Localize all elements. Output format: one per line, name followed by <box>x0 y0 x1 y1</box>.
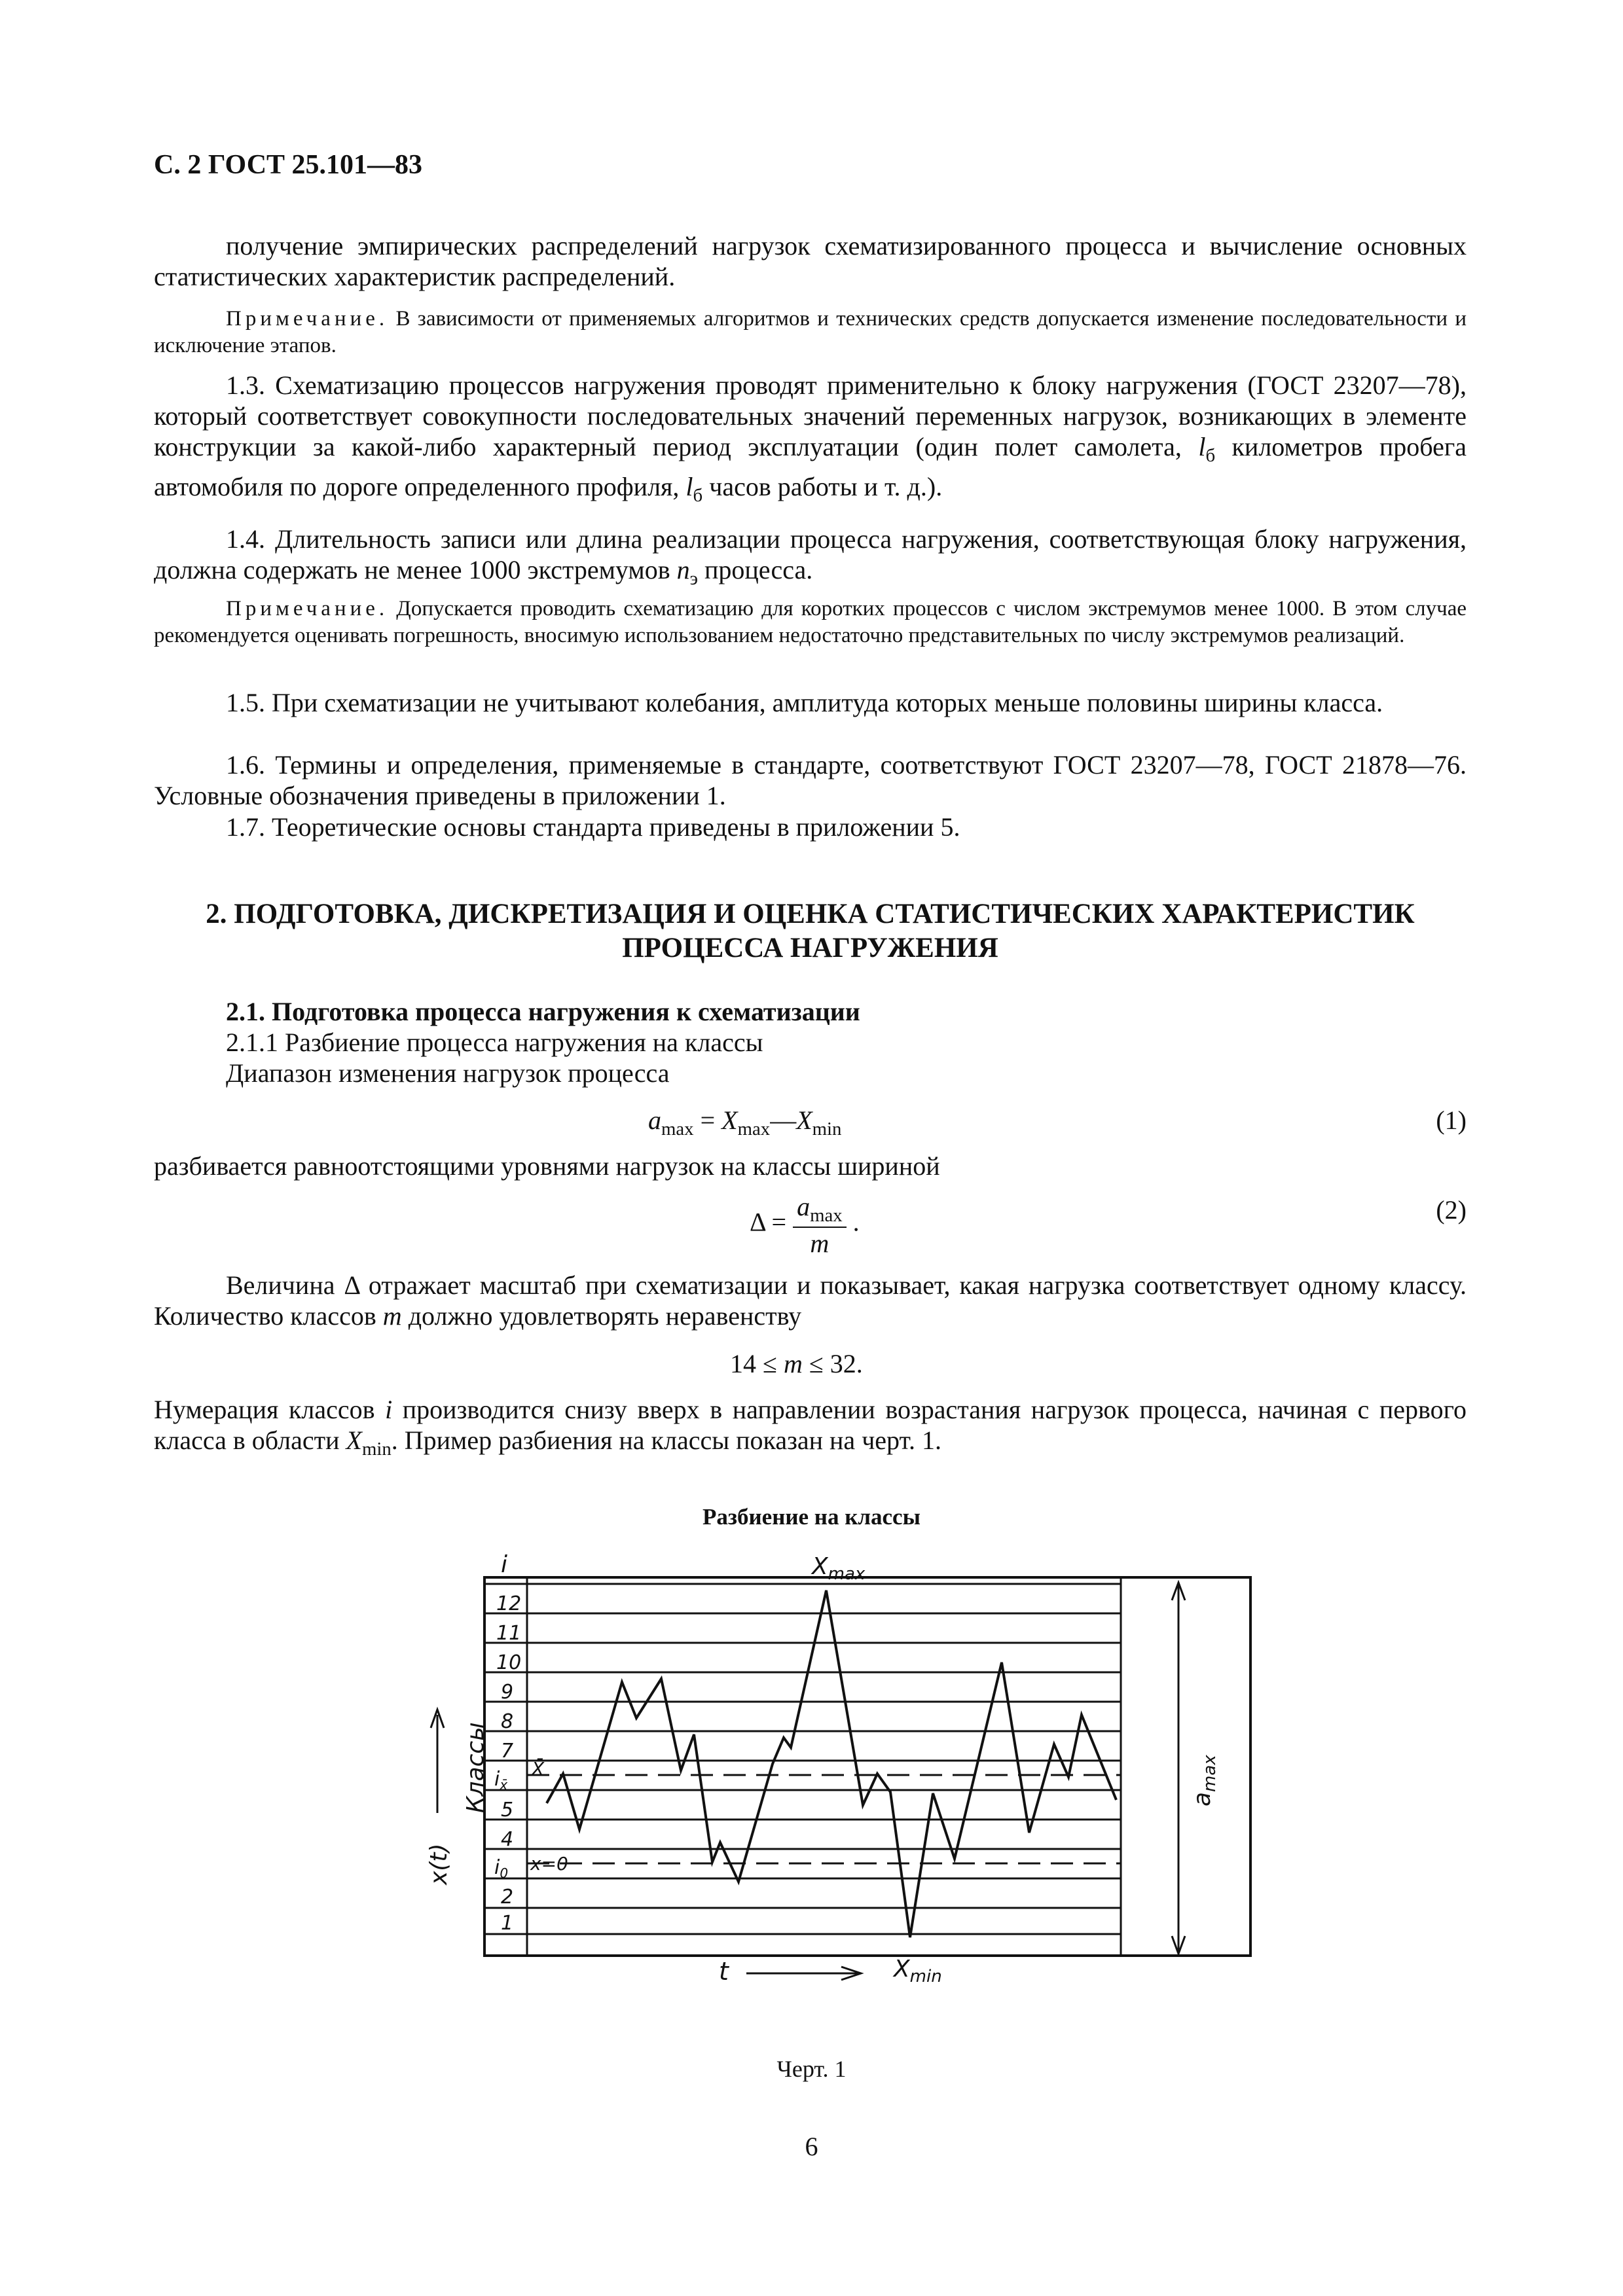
amax-label: $a_{max}$ <box>1189 1755 1220 1806</box>
figure-frame <box>484 1577 1250 1956</box>
t-label: t <box>719 1957 729 1986</box>
x0-label: x=0 <box>530 1853 568 1874</box>
classes-label: Классы <box>462 1722 489 1813</box>
row-label-i0: $i_0$ <box>494 1856 509 1881</box>
paragraph-1-6: 1.6. Термины и определения, применяемые в стандарте, соответствуют ГОСТ 23207—78, ГОСТ 21878—76. Условные обозначения приведены в приложении 1. <box>154 750 1467 810</box>
subsection-2-1: 2.1. Подготовка процесса нагружения к схематизации <box>226 997 860 1026</box>
paragraph-1-7: 1.7. Теоретические основы стандарта приведены в приложении 5. <box>226 812 960 842</box>
paragraph-intro: получение эмпирических распределений нагрузок схематизированного процесса и вычисление основных статистических характеристик распределений. <box>154 231 1467 291</box>
equation-1: $a_{max}$ = $X_{max}—X_{min}$ <box>648 1105 842 1139</box>
xt-label: x(t) <box>426 1843 452 1885</box>
inequality: 14 ≤ m ≤ 32. <box>730 1349 863 1378</box>
equation-2: Δ = $\frac{a_{max}}{m}$ . <box>750 1192 860 1258</box>
row-label-1: 1 <box>501 1912 514 1935</box>
row-label-7: 7 <box>501 1740 514 1763</box>
section-2-title-line2: ПРОЦЕССА НАГРУЖЕНИЯ <box>622 933 998 963</box>
xmax-label: $X_{max}$ <box>812 1553 866 1584</box>
row-label-11: 11 <box>496 1622 522 1645</box>
paragraph-delta: Величина Δ отражает масштаб при схематизации и показывает, какая нагрузка соответствует одному классу. Количество классов m должно удовлетворять неравенству <box>154 1270 1467 1331</box>
paragraph-split: разбивается равноотстоящими уровнями нагрузок на классы шириной <box>154 1151 940 1181</box>
running-header: С. 2 ГОСТ 25.101—83 <box>154 150 423 180</box>
i-axis-label: i <box>501 1551 508 1578</box>
section-2-title-line1: 2. ПОДГОТОВКА, ДИСКРЕТИЗАЦИЯ И ОЦЕНКА СТАТИСТИЧЕСКИХ ХАРАКТЕРИСТИК <box>206 899 1415 929</box>
row-label-8: 8 <box>501 1710 514 1733</box>
row-label-10: 10 <box>496 1651 522 1674</box>
paragraph-numbering: Нумерация классов i производится снизу вверх в направлении возрастания нагрузок процесса, начиная с первого класса в области $X_{min}$. Пример разбиения на классы показан на черт. 1. <box>154 1395 1467 1460</box>
equation-2-number: (2) <box>1436 1195 1467 1225</box>
paragraph-1-5: 1.5. При схематизации не учитывают колебания, амплитуда которых меньше половины ширины класса. <box>226 688 1383 717</box>
xmin-label: $X_{min}$ <box>894 1956 942 1986</box>
row-label-12: 12 <box>496 1592 522 1615</box>
row-label-ix: $i_{x̄}$ <box>494 1768 508 1793</box>
page-number: 6 <box>805 2132 818 2161</box>
xbar-label: X̄ <box>532 1758 545 1780</box>
row-label-5: 5 <box>501 1799 514 1821</box>
note-label: Примечание. <box>226 597 389 620</box>
note-text: Допускается проводить схематизацию для коротких процессов с числом экстремумов менее 1000. В этом случае рекомендуется оценивать погрешность, вносимую использованием недостаточно представительных по числу экстремумов реализаций. <box>154 597 1467 647</box>
paragraph-1-3: 1.3. Схематизацию процессов нагружения проводят применительно к блоку нагружения (ГОСТ 23207—78), который соответствует совокупности последовательных значений переменных нагрузок, возникающих в элементе конструкции за какой-либо характерный период эксплуатации (один полет самолета, $l_б$ километров пробега автомобиля по дороге определенного профиля, $l_б$ часов работы и т. д.). <box>154 370 1467 506</box>
row-label-2: 2 <box>501 1886 514 1909</box>
note-label: Примечание. <box>226 307 389 331</box>
row-label-4: 4 <box>501 1828 514 1851</box>
paragraph-1-4: 1.4. Длительность записи или длина реализации процесса нагружения, соответствующая блоку нагружения, должна содержать не менее 1000 экстремумов $n_э$ процесса. <box>154 524 1467 589</box>
paragraph-range: Диапазон изменения нагрузок процесса <box>226 1058 670 1088</box>
figure-caption: Черт. 1 <box>776 2056 847 2082</box>
row-label-9: 9 <box>501 1681 514 1704</box>
equation-1-number: (1) <box>1436 1105 1467 1135</box>
subsection-2-1-1: 2.1.1 Разбиение процесса нагружения на классы <box>226 1028 763 1057</box>
note-text: В зависимости от применяемых алгоритмов и технических средств допускается изменение последовательности и исключение этапов. <box>154 307 1467 357</box>
figure-title: Разбиение на классы <box>702 1504 921 1530</box>
